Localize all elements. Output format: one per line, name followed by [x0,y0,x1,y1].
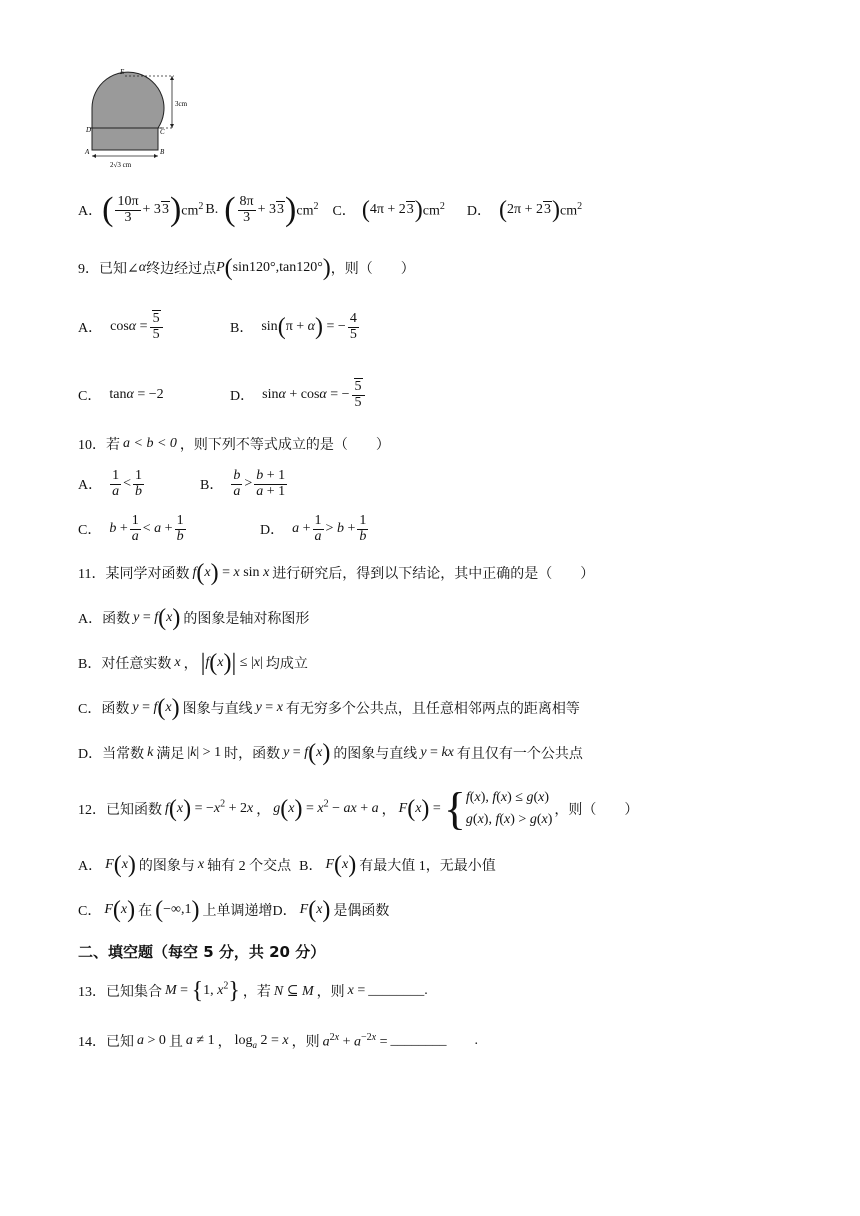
q11-stem: 11．某同学对函数 f(x) = x sin x 进行研究后，得到以下结论，其中正确的是（ ） [78,560,595,586]
q12-option-a-b: A． F(x) 的图象与 x 轴有 2 个交点 B． F(x) 有最大值 1，无最小值 [78,852,496,878]
q11-option-b: B．对任意实数 x ， |f(x)| ≤ |x| 均成立 [78,650,308,676]
figure-label-c: C [160,128,165,136]
q8-option-b: ( $\frac{8\pi}{3}$ + 33 ) $cm^2$ [224,191,319,228]
figure-label-a: A [85,148,90,156]
q10-option-b: B． $\frac{b}{a}$ > $\frac{b + 1}{a + 1}$ [200,467,286,499]
q13-answer-blank[interactable]: ________ [368,983,425,998]
q9-option-a: A． cosα = $\frac{5}{5}$ [78,304,165,350]
q13: 13．已知集合 M = {1, $x^2$} ，若 N ⊆ M ，则 x = ________ . [78,978,428,1004]
q8-option-a-label: A． [78,204,103,219]
q9-option-d: D． sinα + cosα = − $\frac{5}{5}$ [230,372,367,418]
q12-option-c-d: C． F(x) 在 (−∞,1) 上单调递增 D． F(x) 是偶函数 [78,897,390,923]
q11-option-d: D．当常数 k 满足 |k| > 1 时，函数 y = f(x) 的图象与直线 y = kx 有且仅有一个公共点 [78,740,583,766]
q14-answer-blank[interactable]: ________ [390,1033,447,1048]
q10-option-a: A． $\frac{1}{a}$ < $\frac{1}{b}$ [78,467,143,499]
q9-option-b: B． sin(π + α) = − $\frac{4}{5}$ [230,310,357,342]
q9-option-c: C． tanα = −2 [78,387,164,404]
q11-option-c: C．函数 y = f(x) 图象与直线 y = x 有无穷多个公共点，且任意相邻两点的距离相等 [78,695,580,721]
figure-label-d: D [86,126,92,134]
q8-option-d: ( 2π + 23 ) $cm^2$ [499,197,583,223]
q8-option-c: ( 4π + 23 ) $cm^2$ [361,197,445,223]
geometry-figure [82,66,192,172]
q8-options [78,188,582,232]
figure-label-b: B [160,148,165,156]
q10-stem: 10．若 a < b < 0 ，则下列不等式成立的是（ ） [78,436,390,453]
q11-option-a: A．函数 y = f(x) 的图象是轴对称图形 [78,605,310,631]
figure-width-label: 2√3 cm [110,161,132,169]
q9-stem: 9．已知∠ α 终边经过点 P ( sin120°,tan120° ) ，则（ ） [78,255,415,281]
q14: 14．已知 a > 0 且 a ≠ 1 ， $\log_a 2 = x$ ，则 $a^{2x} + a^{-2x}$ = ________ . [78,1031,478,1050]
figure-height-label: 3cm [175,100,188,108]
figure-label-e: E [120,68,125,76]
q8-option-a: ( $\frac{10\pi}{3}$ + 33 ) $cm^2$ [102,191,204,228]
section-title: 二、填空题（每空 5 分，共 20 分） [78,943,326,961]
q8-option-b-label: B. [205,202,219,217]
q8-option-d-label: D． [466,204,492,219]
q10-option-c: C． b + $\frac{1}{a}$ < a + $\frac{1}{b}$ [78,512,184,544]
q8-option-c-label: C． [332,204,356,219]
q12-stem: 12．已知函数 $f(x) = -x^2 + 2x$ ， $g(x) = x^2$ − ax + a ， F(x) = { f(x), f(x) ≤ g(x) g(x), f(x) > g(x) ，则（ ） [78,783,639,834]
q10-option-d: D． a + $\frac{1}{a}$ > b + $\frac{1}{b}$ [260,512,367,544]
